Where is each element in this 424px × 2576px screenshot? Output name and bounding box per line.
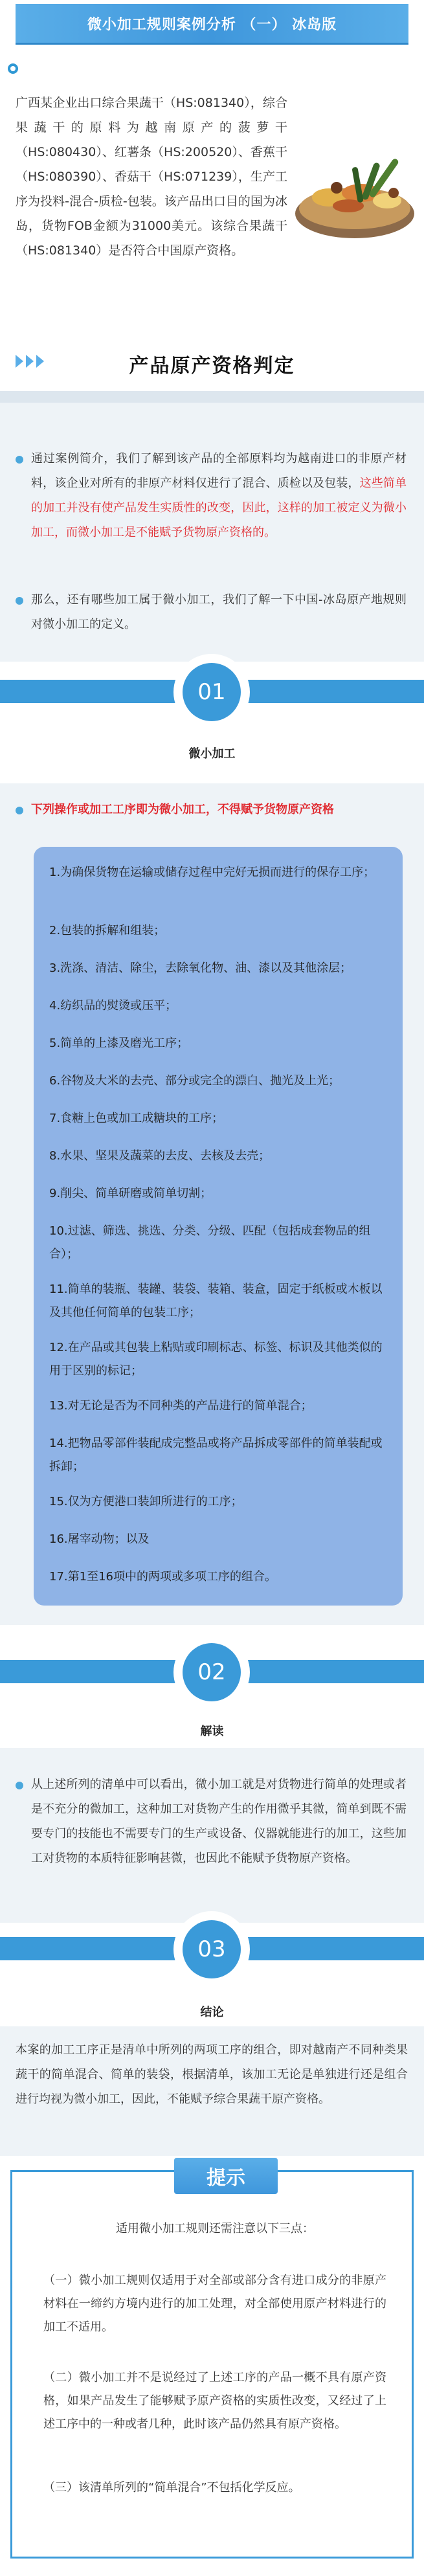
heading-divider bbox=[0, 391, 424, 403]
bullet-icon bbox=[16, 597, 23, 605]
tip-box bbox=[10, 2167, 414, 2559]
section2-text: 从上述所列的清单中可以看出，微小加工就是对货物进行简单的处理或者是不充分的微加工，这种加工对货物产生的作用微乎其微，简单到既不需要专门的技能也不需要专门的生产或设备、仪器就能进行的加工，这些加工对货物的本质特征影响甚微，也因此不能赋予货物原产资格。 bbox=[31, 1778, 407, 1865]
judgement-paragraph-2: 那么，还有哪些加工属于微小加工，我们了解一下中国-冰岛原产地规则对微小加工的定义。 bbox=[31, 593, 407, 631]
list-item: 5.简单的上漆及磨光工序； bbox=[49, 1036, 189, 1050]
list-item: 6.谷物及大米的去壳、部分或完全的漂白、抛光及上光； bbox=[49, 1074, 340, 1088]
processing-list-panel bbox=[34, 847, 403, 1606]
section-title: 解读 bbox=[200, 1725, 224, 1738]
judgement-text-highlight: 这些简单的加工并没有使产品发生实质性的改变，因此，这样的加工被定义为微小加工，而微小加工是不能赋予货物原产资格的。 bbox=[31, 476, 407, 539]
list-item: 10.过滤、筛选、挑选、分类、分级、匹配（包括成套物品的组合）； bbox=[49, 1224, 371, 1261]
list-item: 3.洗涤、清洁、除尘，去除氧化物、油、漆以及其他涂层； bbox=[49, 961, 352, 975]
section-number-badge: 03 bbox=[183, 1920, 241, 1978]
bullet-icon bbox=[16, 807, 23, 814]
section-title: 结论 bbox=[200, 2006, 224, 2019]
judgement-paragraph-1 bbox=[31, 447, 407, 545]
tip-point: （二）微小加工并不是说经过了上述工序的产品一概不具有原产资格，如果产品发生了能够赋予原产资格的实质性改变，又经过了上述工序中的一种或者几种，此时该产品仍然具有原产资格。 bbox=[43, 2371, 386, 2431]
list-item: 14.把物品零部件装配成完整品或将产品拆成零部件的简单装配或拆卸； bbox=[49, 1437, 383, 1473]
list-item: 13.对无论是否为不同种类的产品进行的简单混合； bbox=[49, 1399, 313, 1413]
tip-intro: 适用微小加工规则还需注意以下三点： bbox=[116, 2222, 314, 2235]
list-item: 17.第1至16项中的两项或多项工序的组合。 bbox=[49, 1570, 276, 1584]
tip-point: （三）该清单所列的“简单混合”不包括化学反应。 bbox=[43, 2481, 300, 2494]
list-item: 12.在产品或其包装上粘贴或印刷标志、标签、标识及其他类似的用于区别的标记； bbox=[49, 1341, 383, 1378]
bullet-icon bbox=[16, 1782, 23, 1789]
list-item: 9.削尖、简单研磨或简单切割； bbox=[49, 1187, 212, 1200]
tip-title: 提示 bbox=[174, 2158, 278, 2194]
section-number-badge: 01 bbox=[183, 663, 241, 721]
section3-text: 本案的加工工序正是清单中所列的两项工序的组合，即对越南产不同种类果蔬干的简单混合、简单的装袋，根据清单，该加工无论是单独进行还是组合进行均视为微小加工，因此，不能赋予综合果蔬干原产资格。 bbox=[16, 2043, 408, 2106]
list-item: 11.简单的装瓶、装罐、装袋、装箱、装盒，固定于纸板或木板以及其他任何简单的包装工序； bbox=[49, 1282, 383, 1319]
judgement-text-normal: 通过案例简介，我们了解到该产品的全部原料均为越南进口的非原产材料，该企业对所有的非原产材料仅进行了混合、质检以及包装， bbox=[31, 452, 407, 490]
intro-text: 广西某企业出口综合果蔬干（HS:081340），综合果蔬干的原料为越南原产的菠萝干（HS:080430）、红薯条（HS:200520）、香蕉干（HS:080390）、香菇干（HS:071239），生产工序为投料-混合-质检-包装。该产品出口目的国为冰岛，货物FOB金额为31000美元。该综合果蔬干（HS:081340）是否符合中国原产资格。 bbox=[16, 96, 287, 258]
list-item: 2.包装的拆解和组装； bbox=[49, 924, 166, 937]
list-item: 4.纺织品的熨烫或压平； bbox=[49, 999, 177, 1013]
list-item: 8.水果、坚果及蔬菜的去皮、去核及去壳； bbox=[49, 1149, 271, 1163]
dried-fruit-bowl-image bbox=[290, 136, 419, 246]
list-item: 15.仅为方便港口装卸所进行的工序； bbox=[49, 1495, 243, 1508]
list-item: 1.为确保货物在运输或储存过程中完好无损而进行的保存工序； bbox=[49, 866, 375, 879]
bullet-icon bbox=[16, 456, 23, 464]
section-number-badge: 02 bbox=[183, 1643, 241, 1701]
list-item: 16.屠宰动物；以及 bbox=[49, 1532, 150, 1546]
list-item: 7.食糖上色或加工成糖块的工序； bbox=[49, 1112, 224, 1125]
tip-point: （一）微小加工规则仅适用于对全部或部分含有进口成分的非原产材料在一缔约方境内进行的加工处理，对全部使用原产材料进行的加工不适用。 bbox=[43, 2274, 386, 2334]
page-title: 微小加工规则案例分析 （一） 冰岛版 bbox=[16, 4, 408, 43]
section-title: 微小加工 bbox=[188, 747, 236, 761]
intro-bullet-icon bbox=[8, 63, 18, 74]
judgement-heading: 产品原产资格判定 bbox=[129, 355, 295, 377]
section1-lead: 下列操作或加工工序即为微小加工，不得赋予货物原产资格 bbox=[31, 803, 334, 816]
